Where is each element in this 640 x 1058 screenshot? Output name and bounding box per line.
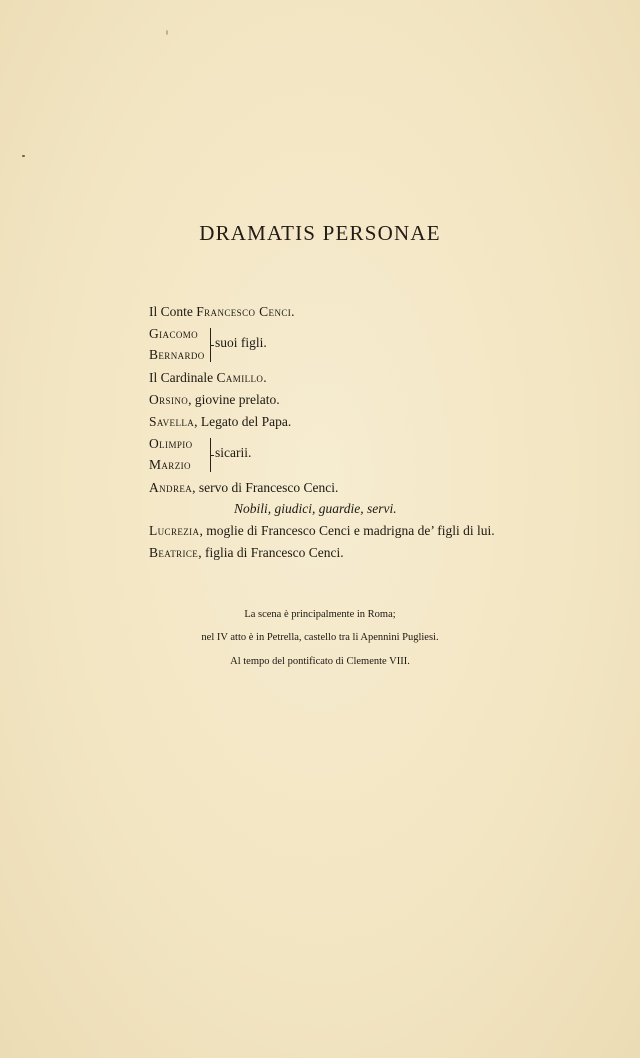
character-description: , giovine prelato. [188,392,280,407]
character-name: Bernardo [149,347,205,362]
character-prefix: Il Cardinale [149,370,217,385]
character-beatrice [149,545,344,561]
character-camillo [149,370,267,386]
character-prefix: Il Conte [149,304,197,319]
scene-line: La scena è principalmente in Roma; [244,609,396,620]
character-name: Giacomo [149,326,199,341]
paper-speck [22,155,25,157]
character-savella [149,414,291,430]
scene-line: nel IV atto è in Petrella, castello tra li Apennini Pugliesi. [201,632,439,643]
group-description: suoi figli. [215,335,267,350]
character-francesco [149,304,295,320]
page-title: DRAMATIS PERSONAE [199,221,441,245]
paper-speck [166,30,168,35]
group-description: sicarii. [215,445,252,460]
character-description: , Legato del Papa. [194,414,292,429]
character-name: Francesco Cenci. [196,304,295,319]
character-andrea [149,480,338,496]
character-name: Andrea [149,480,193,495]
extras-line: Nobili, giudici, guardie, servi. [234,501,397,516]
character-name: Lucrezia [149,523,200,538]
brace-icon [204,328,211,362]
character-description: , servo di Francesco Cenci. [192,480,339,495]
brace-icon [204,438,211,472]
character-name: Marzio [149,457,191,472]
character-orsino [149,392,280,408]
character-description: , moglie di Francesco Cenci e madrigna de’ figli di lui. [199,523,495,538]
character-name: Savella [149,414,195,429]
character-name: Camillo. [216,370,268,385]
character-description: , figlia di Francesco Cenci. [198,545,344,560]
character-name: Olimpio [149,436,193,451]
scene-line: Al tempo del pontificato di Clemente VIII. [230,656,410,667]
character-lucrezia [149,523,495,539]
character-name: Orsino [149,392,189,407]
character-name: Beatrice [149,545,199,560]
